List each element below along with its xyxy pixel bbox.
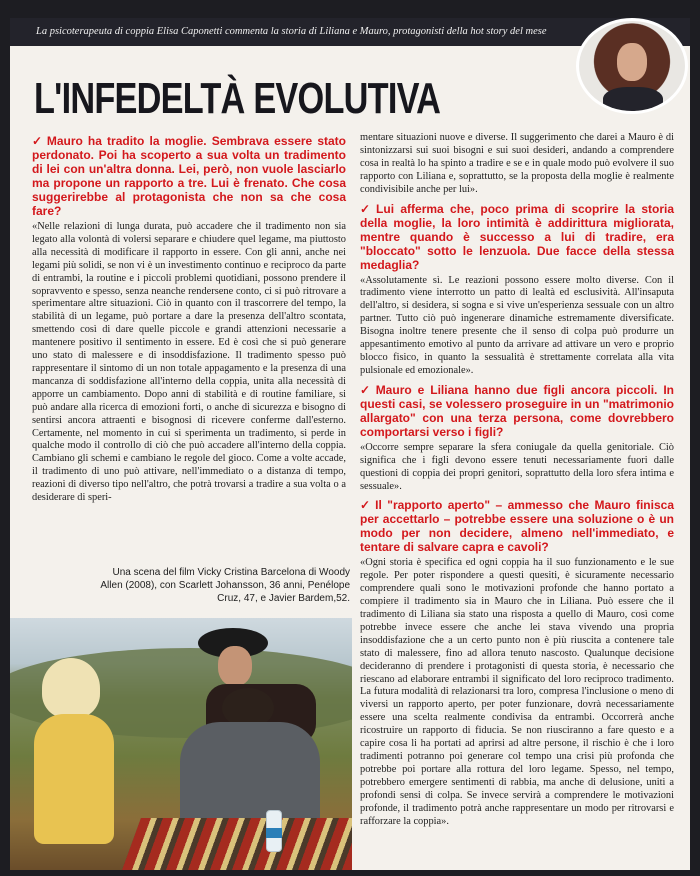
author-portrait-photo: [576, 18, 688, 114]
right-column: [360, 132, 674, 833]
question-1-text: Mauro ha tradito la moglie. Sembrava essere stato perdonato. Poi ha scoperto a sua volta un tradimento di lei con un'altra donna. Lei, però, non vuole lasciarlo ma propone un rapporto a tre. Lui è frenato. Che cosa suggerirebbe al protagonista che non sa che cosa fare?: [32, 134, 346, 218]
question-3: [360, 383, 674, 439]
question-4-text: Il "rapporto aperto" – ammesso che Mauro finisca per accettarlo – potrebbe essere una soluzione o è un modo per non decidere, almeno nell'immediato, e tentare di salvare capra e cavoli?: [360, 498, 674, 555]
film-still-photo: [10, 618, 352, 870]
page-title: L'INFEDELTÀ EVOLUTIVA: [34, 74, 441, 123]
check-icon: ✓: [360, 382, 373, 397]
answer-4: «Ogni storia è specifica ed ogni coppia ha il suo funzionamento e le sue regole. Per poter rispondere a questi quesiti, è sicuramente necessario comprendere quali sono le motivazioni profonde che hanno portato a compiere il tradimento sia in Mauro che in Liliana. Può essere che il tradimento di Liliana sia stato una risposta a quello di Mauro, così come potrebbe invece essere che anche lei stava vivendo una propria insoddisfazione che a un certo punto non è più riuscita a contenere tale stato di malessere, fino ad allora tenuto nascosto. Qualunque decisione decideranno di prendere i protagonisti di questa storia, è necessario che riescano ad elaborare entrambi il significato del loro reciproco tradimento. La futura modalità di relazionarsi tra loro, compresa l'inclusione o meno di viversi un rapporto aperto, per poter funzionare, dovrà necessariamente essere una scelta realmente condivisa da entrambi. Occorrerà anche ricostruire un rapporto di fiducia. Se non riusciranno a fare questo e a capire cosa li ha portati ad aprirsi ad altre persone, il rischio è che i loro tradimenti potranno poi generare col tempo una crisi più profonda che potrebbe poi portare alla rottura del loro legame. Spesso, nel tempo, potrebbero emergere sentimenti di rabbia, ma anche di delusione, uniti a profondi sensi di colpa. Se invece servirà a comprendere le motivazioni profonde, il tradimento potrà anche rappresentare un modo per ritrovarsi e rafforzare la coppia».: [360, 557, 674, 827]
photo-caption: Una scena del film Vicky Cristina Barcelona di Woody Allen (2008), con Scarlett Johansson, 36 anni, Penélope Cruz, 47, e Javier Bardem,52.: [100, 567, 350, 604]
kicker-text: La psicoterapeuta di coppia Elisa Caponetti commenta la storia di Liliana e Mauro, protagonisti della hot story del mese: [36, 26, 547, 37]
answer-2: «Assolutamente sì. Le reazioni possono essere molto diverse. Con il tradimento viene interrotto un patto di lealtà ed esclusività. All'insaputa dell'altro, si desidera, si sogna e si vive un'esperienza sessuale con un altro partner. Tutto ciò può ingenerare dinamiche estremamente diversificate. Bisogna inoltre tenere presente che il senso di colpa può produrre un appesantimento emotivo al punto da arrivare ad attivare un vero e proprio blocco fisico, in quanto la sessualità è strettamente correlata alla vita pulsionale ed emozionale».: [360, 274, 674, 376]
answer-1: «Nelle relazioni di lunga durata, può accadere che il tradimento non sia legato alla volontà di volersi separare e chiudere quel legame, ma piuttosto alla necessità di modificare il rapporto in essere. Con gli anni, anche nei legami più solidi, se non vi è un investimento continuo e reciproco da parte di entrambi, la routine e i piccoli problemi quotidiani, possono prendere il sopravvento e spesso, senza neanche rendersene conto, ci si può ritrovare a sperimentare altre situazioni. Ciò in quanto con il trascorrere del tempo, la stabilità di un legame, può portare a dare la presenza dell'altro scontata, smettendo così di dare quelle piccole e grandi attenzioni necessarie a mantenere positivo il sentimento in essere. Ed è così che si può generare uno stato di malessere e di insoddisfazione. Il tradimento spesso può rappresentare il sintomo di un non totale appagamento e la presenza di una mancanza di soddisfazione all'interno della coppia, unita alla necessità di apporre un cambiamento. Dopo anni di stabilità e di routine familiare, si può andare alla ricerca di emozioni forti, o anche di sicurezza e bisogno di sentirsi ancora attraenti e bisognosi di ricevere conferme dall'esterno. Certamente, nel momento in cui si sperimenta un tradimento, si perde in qualche modo il controllo di ciò che può accadere all'interno della coppia. Cambiano gli schemi e cambiano le regole del gioco. Come a volte accade, il tradimento di uno può attivare, nell'immediato o a distanza di tempo, reazioni di diverso tipo nell'altro, che potrà trovarsi a tradire a sua volta o a desiderare di speri-: [32, 221, 346, 504]
question-2: [360, 202, 674, 272]
check-icon: ✓: [360, 498, 373, 513]
question-2-text: Lui afferma che, poco prima di scoprire la storia della moglie, la loro intimità è addirittura migliorata, mentre quando è successo a lui di tradire, era "bloccato" sotto le lenzuola. Due facce della stessa medaglia?: [360, 201, 674, 272]
question-3-text: Mauro e Liliana hanno due figli ancora piccoli. In questi casi, se volessero proseguire in un "matrimonio allargato" con una terza persona, come dovrebbero comportarsi verso i figli?: [360, 382, 675, 439]
left-column: [32, 134, 346, 505]
check-icon: ✓: [360, 201, 374, 216]
magazine-page: [10, 18, 690, 870]
check-icon: ✓: [32, 134, 44, 148]
answer-1-continuation: mentare situazioni nuove e diverse. Il suggerimento che darei a Mauro è di sintonizzarsi sui suoi bisogni e sui suoi desideri, andando a comprendere cosa in realtà lo ha spinto a tradire e se e in quale modo può evolvere il suo rapporto con Liliana e, soprattutto, se la proposta della moglie è realmente condivisibile anche per lui».: [360, 132, 674, 195]
question-4: [360, 498, 674, 554]
answer-3: «Occorre sempre separare la sfera coniugale da quella genitoriale. Ciò significa che i figli devono essere tenuti necessariamente fuori dalle questioni di coppia dei propri genitori, soprattutto della loro sfera intima e sessuale».: [360, 441, 674, 492]
question-1: [32, 134, 346, 218]
